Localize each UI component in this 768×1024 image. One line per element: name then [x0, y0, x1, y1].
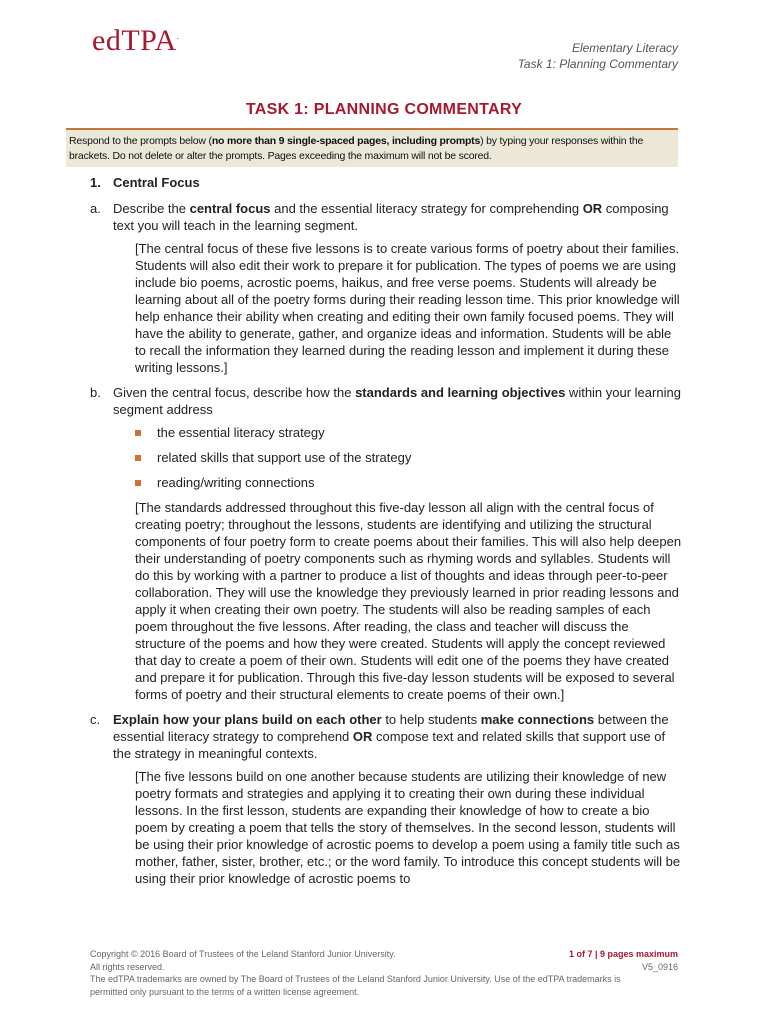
edtpa-logo: edTPA. [92, 24, 180, 57]
list-item: the essential literacy strategy [135, 424, 682, 441]
header-task: Task 1: Planning Commentary [517, 57, 678, 71]
registered-mark: . [176, 32, 180, 41]
footer-copyright: Copyright © 2016 Board of Trustees of the Leland Stanford Junior University. All rights reserved. The edTPA trademarks are owned by The Board of Trustees of the Leland Stanford Junior University. Use of the edTPA trademarks is permitted only pursuant to the terms of a written license agreement. [90, 949, 621, 997]
prompt-b-bullets [135, 424, 682, 491]
list-item: related skills that support use of the strategy [135, 449, 682, 466]
prompt-b: b. Given the central focus, describe how the standards and learning objectives within your learning segment address [90, 385, 681, 417]
bullet-square-icon [135, 455, 141, 461]
version-label: V5_0916 [641, 961, 678, 972]
footer-page-info [569, 948, 678, 973]
response-c[interactable]: [The five lessons build on one another because students are utilizing their knowledge of new poetry formats and strategies and applying it to creating their own during these individual lessons. In the first lesson, students are expanding their knowledge of how to create a bio poem by creating a poem that tells the story of themselves. In the second lesson, students will be using their prior knowledge of acrostic poems to develop a poem using a family title such as mother, father, sister, brother, etc.; or the word family. To introduce this concept students will be using their prior knowledge of acrostic poems to [135, 769, 681, 886]
prompt-c: c. Explain how your plans build on each other to help students make connections between the essential literacy strategy to comprehend OR compose text and related skills that support use of the strategy in meaningful contexts. [90, 712, 669, 761]
bullet-square-icon [135, 480, 141, 486]
section-heading: 1. Central Focus [90, 175, 200, 190]
instructions-box: Respond to the prompts below (no more than 9 single-spaced pages, including prompts) by typing your responses within the brackets. Do not delete or alter the prompts. Pages exceeding the maximum will not be scored. [66, 128, 678, 167]
commentary-body [90, 172, 682, 895]
header-subject: Elementary Literacy [571, 41, 678, 55]
running-header [518, 40, 678, 72]
page-count: 1 of 7 | 9 pages maximum [568, 949, 678, 959]
response-a[interactable]: [The central focus of these five lessons is to create various forms of poetry about their families. Students will also edit their work to prepare it for publication. The types of poems we are using include bio poems, acrostic poems, haikus, and free verse poems. Students will already be learning about all of the poetry forms during their reading lesson time. This prior knowledge will help enhance their ability when creating and editing their own family focused poems. They will have the ability to generate, gather, and organize ideas and information. Students will be able to recall the information they learned during the reading lesson and implement it during these writing lessons.] [135, 241, 680, 375]
prompt-a: a. Describe the central focus and the essential literacy strategy for comprehending OR composing text you will teach in the learning segment. [90, 201, 669, 233]
page-title: TASK 1: PLANNING COMMENTARY [245, 101, 523, 118]
list-item: reading/writing connections [135, 474, 682, 491]
bullet-square-icon [135, 430, 141, 436]
response-b[interactable]: [The standards addressed throughout this five-day lesson all align with the central focus of creating poetry; throughout the lessons, students are identifying and utilizing the structural components of four poetry form to create poems about their families. This will also help deepen their understanding of poetry components such as rhyming words and syllables. Students will do this by working with a partner to produce a list of thoughts and ideas through peer-to-peer collaboration. They will use the knowledge they previously learned in prior reading lessons and apply it when creating their own poetry. The students will also be reading samples of each poem throughout the five lessons. After reading, the class and teacher will discuss the structure of the poems and how they were created. Students will apply the concept reviewed that day to create a poem of their own. Students will edit one of the poems they have created and prepare it for publication. Through this five-day lesson students will be exposed to several forms of poetry and their structural elements to create poems of their own.] [135, 500, 682, 702]
